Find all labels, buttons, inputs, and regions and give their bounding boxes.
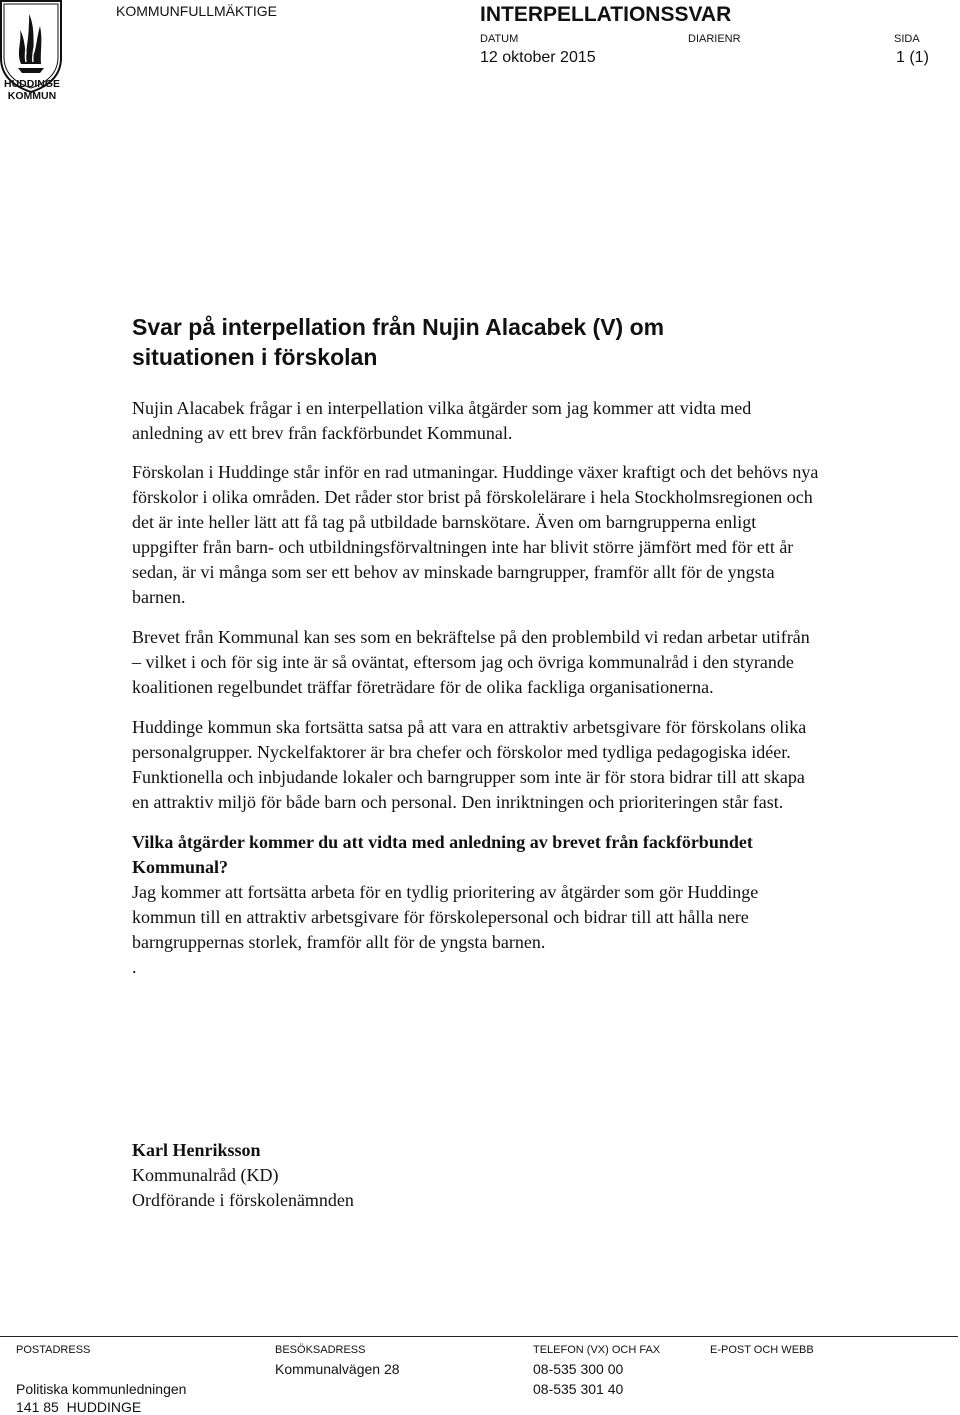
page-title-line1: Svar på interpellation från Nujin Alacabek (V) om — [132, 314, 665, 340]
logo-text-line2: KOMMUN — [7, 90, 57, 102]
email-web-label: E-POST OCH WEBB — [710, 1344, 814, 1356]
phone-label: TELEFON (VX) OCH FAX — [533, 1344, 661, 1356]
page-label: SIDA — [894, 33, 920, 45]
body-text — [132, 396, 822, 979]
date-label: DATUM — [480, 33, 519, 45]
paragraph: Förskolan i Huddinge står inför en rad utmaningar. Huddinge växer kraftigt och det behövs nya förskolor i olika områden. Det råder stor brist på förskolelärare i hela Stockholmsregionen och det är inte heller lätt att få tag på utbildade barnskötare. Även om barngrupperna enligt uppgifter från barn- och utbildningsförvaltningen inte har blivit större jämfört med för ett år sedan, är vi många som ser ett behov av minskade barngrupper, framför allt för de yngsta barnen. — [132, 462, 819, 607]
page-title-line2: situationen i förskolan — [132, 344, 378, 370]
footer-divider — [0, 1336, 958, 1337]
paragraph: Huddinge kommun ska fortsätta satsa på att vara en attraktiv arbetsgivare för förskolans olika personalgrupper. Nyckelfaktorer är bra chefer och förskolor med tydliga pedagogiska idéer. Funktionella och inbjudande lokaler och barngrupper som inte är för stora bidrar till att skapa en attraktiv miljö för både barn och personal. Den inriktningen och prioriteringen står fast. — [132, 717, 807, 812]
visit-address: Kommunalvägen 28 — [275, 1361, 400, 1377]
signatory-position: Ordförande i förskolenämnden — [132, 1190, 354, 1210]
diarienr-label: DIARIENR — [688, 33, 741, 45]
page-title — [132, 312, 832, 372]
organization-label: KOMMUNFULLMÄKTIGE — [116, 3, 278, 19]
paragraph: Nujin Alacabek frågar i en interpellation vilka åtgärder som jag kommer att vidta med anledning av ett brev från fackförbundet Kommunal. — [132, 398, 752, 443]
postal-address-label: POSTADRESS — [16, 1344, 91, 1356]
document-date: 12 oktober 2015 — [480, 49, 596, 66]
document-type: INTERPELLATIONSSVAR — [480, 3, 732, 26]
huddinge-logo — [0, 0, 64, 106]
postal-address-line2: 141 85 HUDDINGE — [16, 1399, 142, 1415]
logo-text — [0, 78, 64, 102]
page-number: 1 (1) — [896, 49, 929, 66]
phone-number: 08-535 300 00 — [533, 1361, 624, 1377]
fax-number: 08-535 301 40 — [533, 1381, 624, 1397]
signatory-name: Karl Henriksson — [132, 1140, 261, 1160]
signatory-role: Kommunalråd (KD) — [132, 1165, 279, 1185]
trailing-dot: . — [132, 957, 137, 977]
signature-block — [132, 1138, 354, 1213]
postal-address-line1: Politiska kommunledningen — [16, 1381, 187, 1397]
visit-address-label: BESÖKSADRESS — [275, 1344, 366, 1356]
logo-text-line1: HUDDINGE — [3, 78, 60, 90]
answer-paragraph: Jag kommer att fortsätta arbeta för en tydlig prioritering av åtgärder som gör Huddinge kommun till en attraktiv arbetsgivare för förskolepersonal och bidrar till att hålla nere barngruppernas storlek, framför allt för de yngsta barnen. — [132, 882, 759, 952]
paragraph: Brevet från Kommunal kan ses som en bekräftelse på den problembild vi redan arbetar utifrån – vilket i och för sig inte är så oväntat, eftersom jag och övriga kommunalråd i den styrande koalitionen regelbundet träffar företrädare för de olika fackliga organisationerna. — [132, 627, 810, 697]
question-heading: Vilka åtgärder kommer du att vidta med anledning av brevet från fackförbundet Kommunal? — [132, 832, 753, 877]
